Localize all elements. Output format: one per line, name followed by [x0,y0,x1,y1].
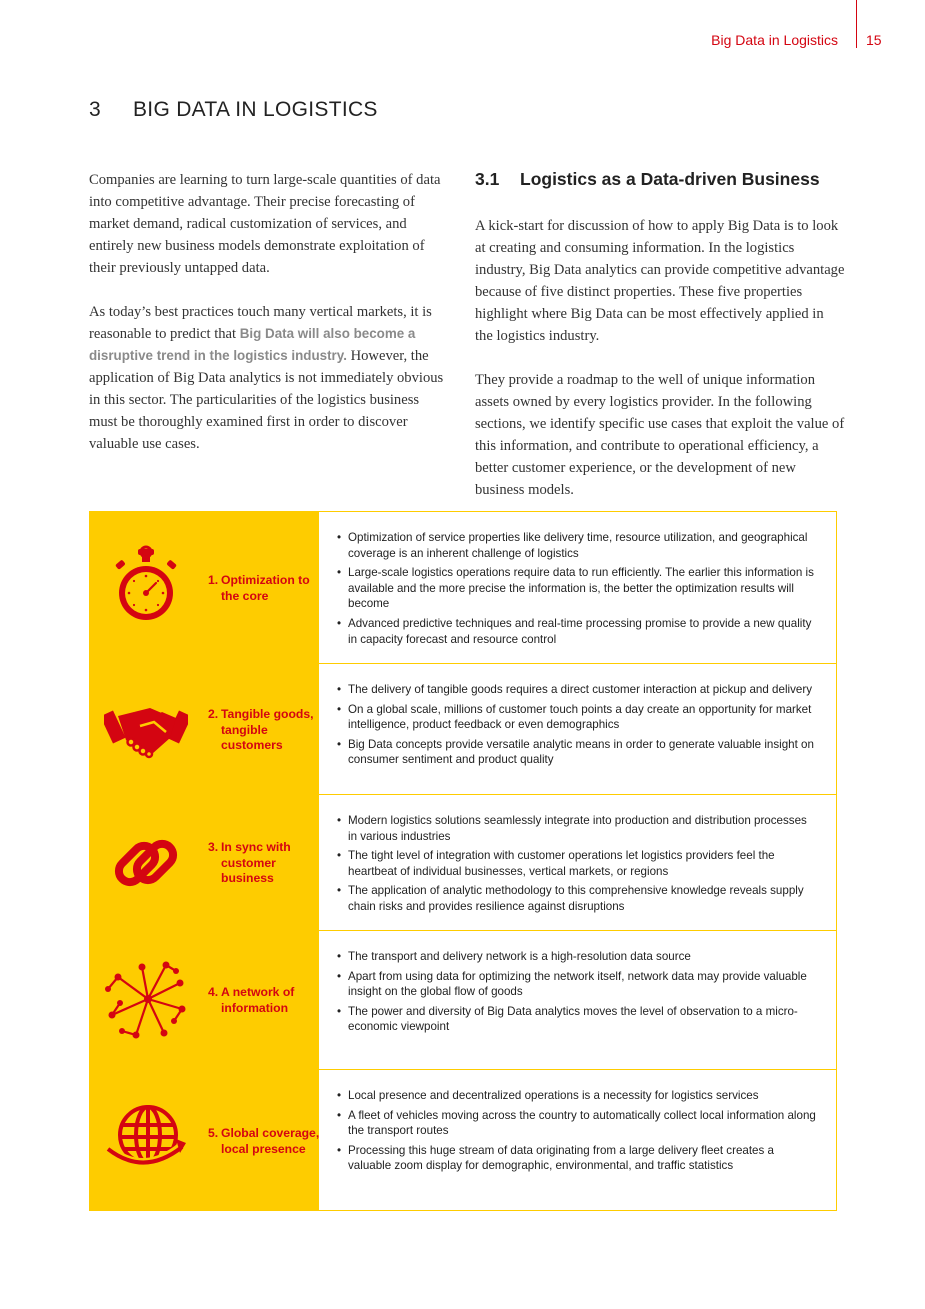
section-paragraph-2: They provide a roadmap to the well of unique information assets owned by every logistics provider. In the following sections, we identify specific use cases that exploit the value of this information, and contribute to operational efficiency, a better customer experience, or the development of new business models. [475,372,845,498]
section-title-text: Logistics as a Data-driven Business [520,169,820,189]
property-description-cell [319,1070,836,1210]
property-description-cell [319,931,836,1069]
bullet-item: • Processing this huge stream of data originating from a large delivery fleet creates a valuable zoom display for demographic, environmental, and traffic statistics [337,1143,816,1174]
intro-paragraph: Companies are learning to turn large-scale quantities of data into competitive advantage. Their precise forecasting of market demand, radical customization of services, and entirely new business models demonstrate exploitation of their previously untapped data. [89,172,441,276]
property-label-cell [90,931,319,1069]
bullet-item: • The tight level of integration with customer operations let logistics providers feel the heartbeat of individual businesses, vertical markets, or regions [337,848,816,879]
left-column [89,169,451,477]
bullet-list [337,530,816,647]
trend-paragraph [89,301,451,455]
property-number: 1. [208,573,219,587]
globe-icon [104,1097,188,1181]
property-label-cell [90,795,319,930]
trend-text-before: As today’s best practices touch many vertical markets, it is reasonable to predict that [89,304,432,342]
property-label [208,985,320,1016]
section-paragraph-1: A kick-start for discussion of how to apply Big Data is to look at creating and consuming information. In the logistics industry, Big Data analytics can provide competitive advantage because of five distinct properties. These five properties highlight where Big Data can be most effectively applied in the logistics industry. [475,218,845,344]
bullet-item: • The delivery of tangible goods requires a direct customer interaction at pickup and delivery [337,682,816,698]
section-number: 3.1 [475,169,500,189]
header-divider [856,0,857,48]
bullet-item: • On a global scale, millions of customer touch points a day create an opportunity for market intelligence, product feedback or even demographics [337,702,816,733]
property-label [208,840,320,887]
bullet-list [337,682,816,768]
property-title: A network of information [221,985,295,1015]
bullet-item: • The application of analytic methodology to this comprehensive knowledge reveals supply chain risks and provides resilience against disruptions [337,883,816,914]
property-title: Tangible goods, tangible customers [221,707,314,752]
property-row-network [90,930,836,1069]
chain-link-icon [104,821,188,905]
chapter-title-text: BIG DATA IN LOGISTICS [133,98,378,121]
property-number: 4. [208,985,219,999]
page-number: 15 [866,32,882,48]
page-header [0,28,925,68]
bullet-item: • Advanced predictive techniques and real-time processing promise to provide a new quality in capacity forecast and resource control [337,616,816,647]
right-column [475,166,845,523]
bullet-item: • Apart from using data for optimizing the network itself, network data may provide valuable insight on the global flow of goods [337,969,816,1000]
property-number: 5. [208,1126,219,1140]
bullet-item: • Big Data concepts provide versatile analytic means in order to generate valuable insight on consumer sentiment and product quality [337,737,816,768]
property-description-cell [319,795,836,930]
bullet-item: • The power and diversity of Big Data analytics moves the level of observation to a micro-economic viewpoint [337,1004,816,1035]
property-title: In sync with customer business [221,840,291,885]
chapter-number: 3 [89,98,101,121]
section-title [475,166,845,192]
chapter-title [89,98,378,122]
property-row-global-coverage [90,1069,836,1210]
property-row-tangible-goods [90,663,836,794]
handshake-icon [104,686,188,770]
bullet-list [337,1088,816,1174]
property-row-in-sync [90,794,836,930]
property-title: Global coverage, local presence [221,1126,320,1156]
bullet-item: • A fleet of vehicles moving across the country to automatically collect local information along the transport routes [337,1108,816,1139]
property-label-cell [90,1070,319,1210]
property-description-cell [319,512,836,663]
bullet-list [337,813,816,915]
bullet-item: • Optimization of service properties like delivery time, resource utilization, and geographical coverage is an inherent challenge of logistics [337,530,816,561]
property-label [208,1126,320,1157]
property-label [208,707,320,754]
stopwatch-icon [104,545,188,629]
bullet-item: • Modern logistics solutions seamlessly integrate into production and distribution processes in various industries [337,813,816,844]
running-header-title: Big Data in Logistics [711,32,838,48]
trend-highlight: Big Data will also become a disruptive trend in the logistics industry. [89,326,416,363]
property-label-cell [90,664,319,794]
property-number: 2. [208,707,219,721]
property-label-cell [90,512,319,663]
trend-text-after: However, the application of Big Data analytics is not immediately obvious in this sector. The particularities of the logistics business must be thoroughly examined first in order to discover valuable use cases. [89,348,444,452]
network-icon [104,959,188,1043]
bullet-item: • Large-scale logistics operations require data to run efficiently. The earlier this information is available and the more precise the information is, the better the optimization results will become [337,565,816,612]
property-description-cell [319,664,836,794]
bullet-item: • The transport and delivery network is a high-resolution data source [337,949,816,965]
bullet-item: • Local presence and decentralized operations is a necessity for logistics services [337,1088,816,1104]
property-row-optimization [90,512,836,663]
bullet-list [337,949,816,1035]
property-label [208,573,320,604]
property-number: 3. [208,840,219,854]
property-title: Optimization to the core [221,573,310,603]
properties-table [89,511,837,1211]
